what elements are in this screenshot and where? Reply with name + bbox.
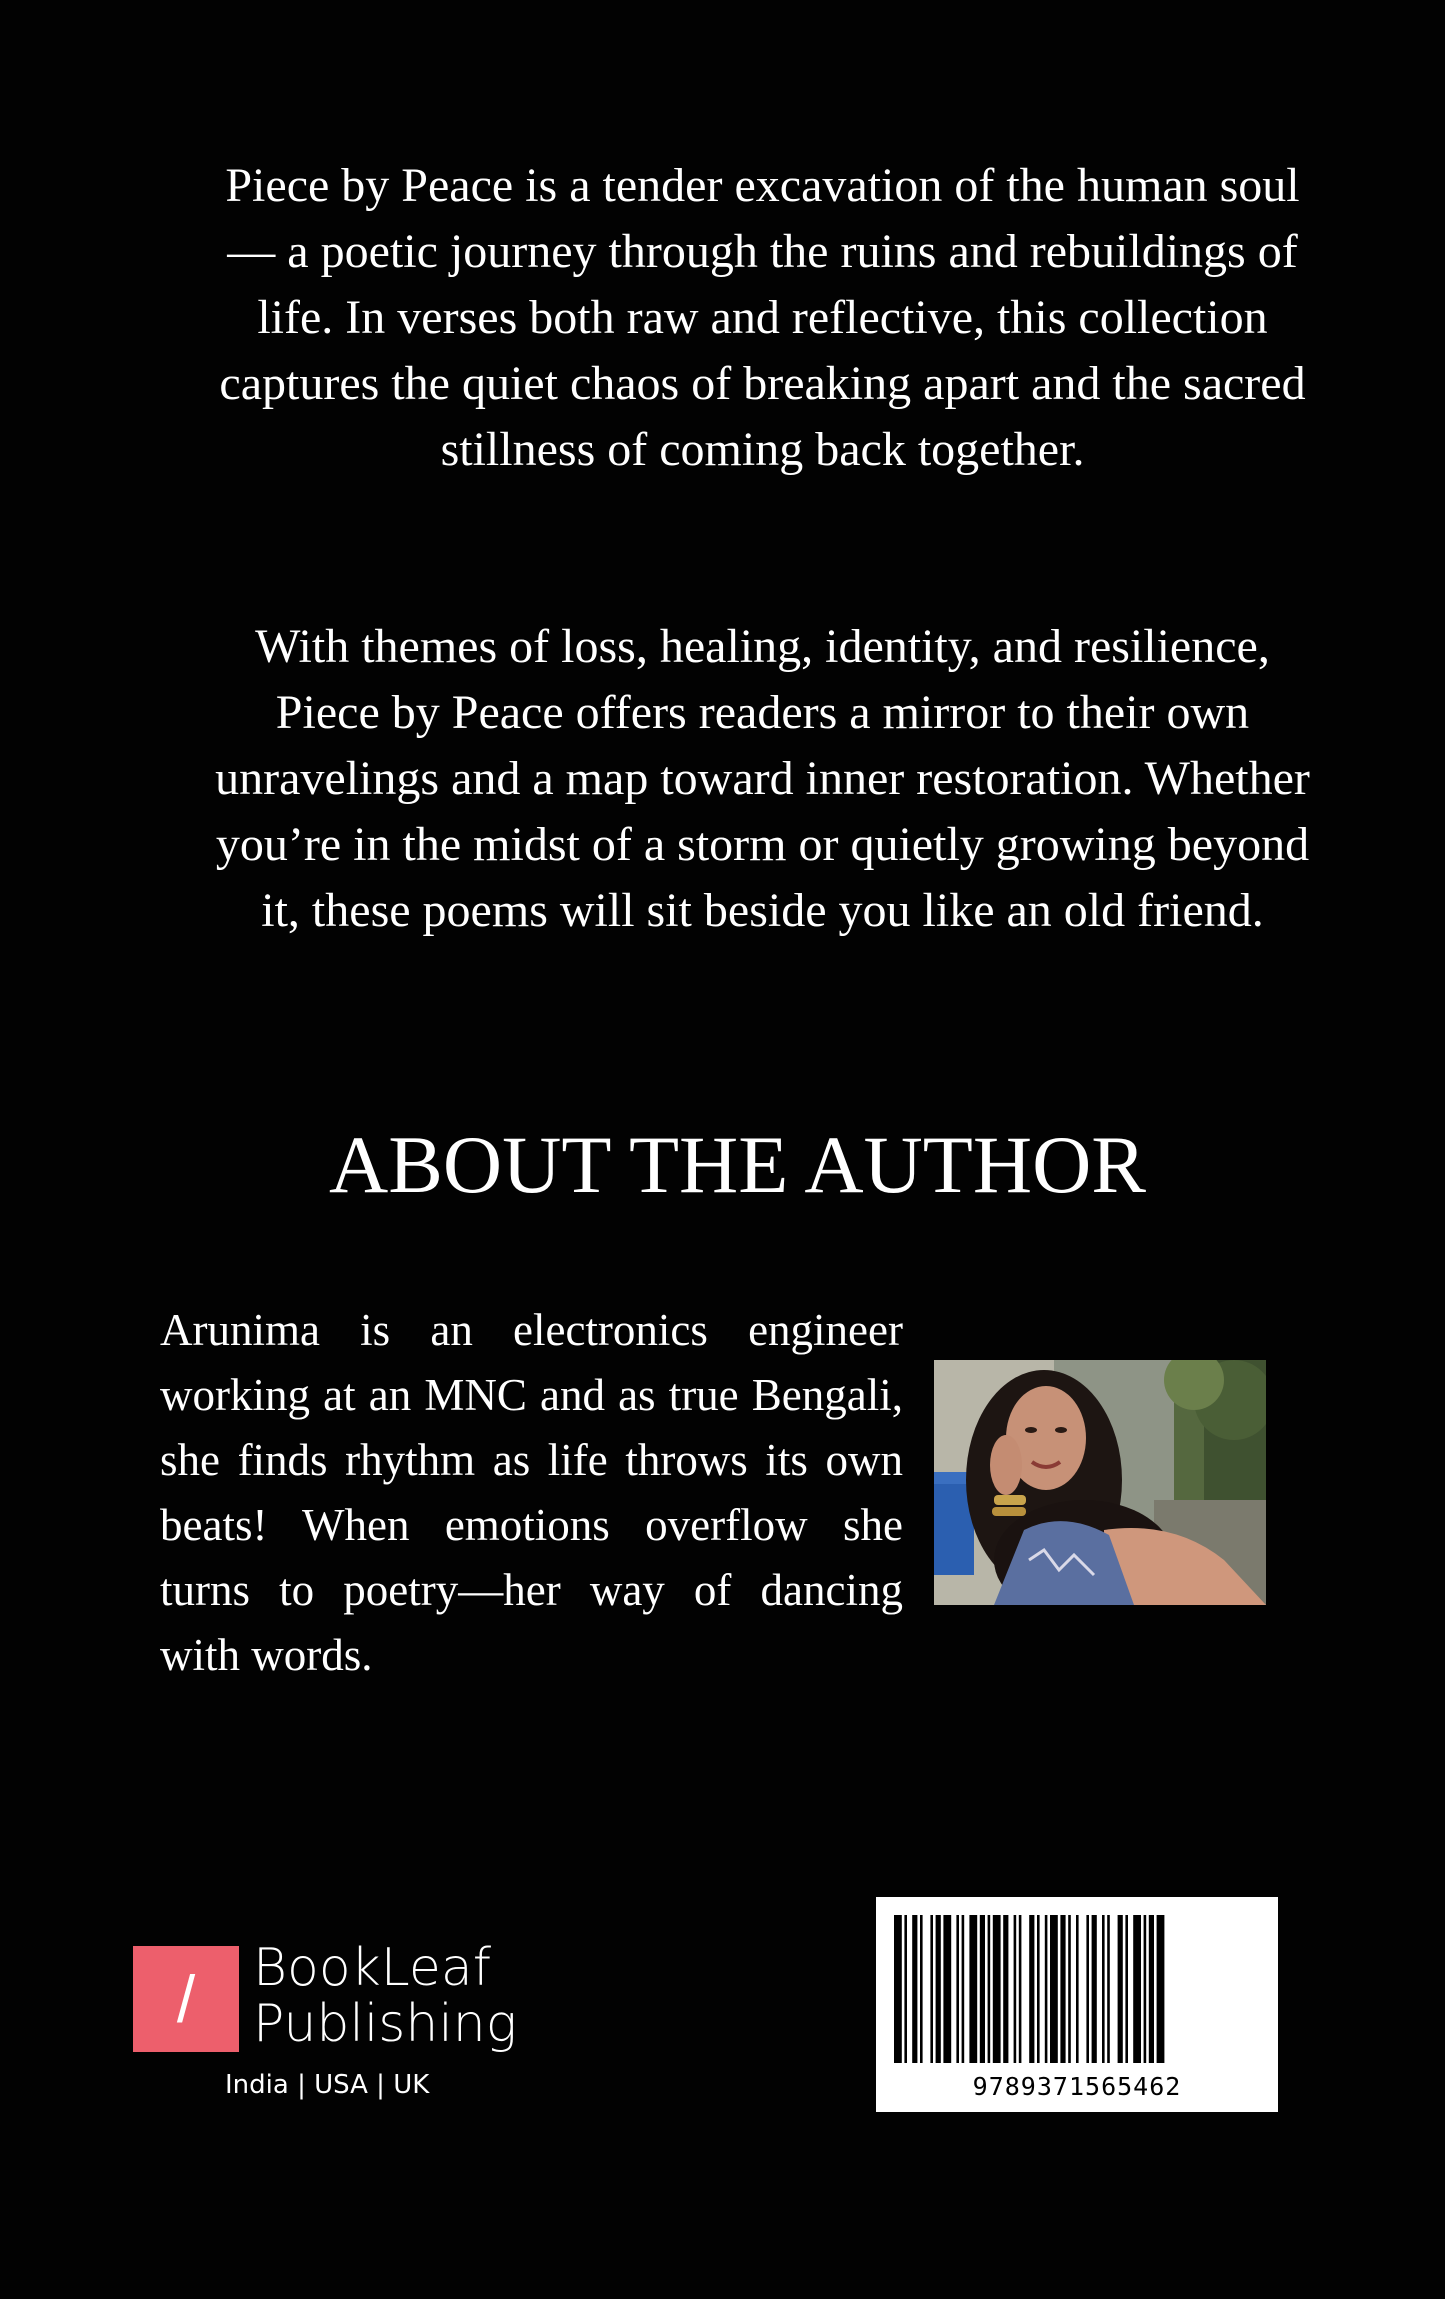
- barcode-bar: [1086, 1915, 1089, 2063]
- barcode-bar: [969, 1915, 977, 2063]
- barcode-bar: [1037, 1915, 1040, 2063]
- publisher-regions: India | USA | UK: [225, 2070, 430, 2100]
- barcode-bar: [1060, 1915, 1065, 2063]
- barcode-bar: [1014, 1915, 1017, 2063]
- publisher-logo: [133, 1940, 553, 2120]
- barcode-bar: [1092, 1915, 1097, 2063]
- barcode-bar: [962, 1915, 965, 2063]
- barcode-bar: [1144, 1915, 1147, 2063]
- publisher-name-line-2: Publishing: [253, 1994, 517, 2054]
- isbn-number: 9789371565462: [972, 2072, 1182, 2101]
- barcode-bar: [1019, 1915, 1022, 2063]
- isbn-barcode: [876, 1897, 1278, 2112]
- barcode-bar: [1068, 1915, 1071, 2063]
- barcode-bar: [894, 1915, 902, 2063]
- blurb-paragraph-2: With themes of loss, healing, identity, and resilience, Piece by Peace offers readers a mirror to their own unravelings and a map toward inner restoration. Whether you’re in the midst of a storm or quietly growing beyond it, these poems will sit beside you like an old friend.: [215, 620, 1310, 937]
- blurb-paragraph-1: Piece by Peace is a tender excavation of the human soul — a poetic journey through the ruins and rebuildings of life. In verses both raw and reflective, this collection captures the quiet chaos of breaking apart and the sacred stillness of coming back together.: [219, 159, 1306, 476]
- barcode-bar: [1118, 1915, 1123, 2063]
- barcode-bar: [930, 1915, 933, 2063]
- barcode-bar: [1029, 1915, 1034, 2063]
- barcode-bar: [1125, 1915, 1128, 2063]
- barcode-bar: [943, 1915, 951, 2063]
- barcode-bars: [876, 1897, 1278, 2069]
- barcode-bar: [988, 1915, 991, 2063]
- barcode-bar: [1050, 1915, 1058, 2063]
- barcode-bar: [1045, 1915, 1048, 2063]
- about-author-heading: ABOUT THE AUTHOR: [329, 1119, 1146, 1210]
- barcode-bar: [904, 1915, 907, 2063]
- author-photo: [934, 1360, 1266, 1605]
- slash-icon: /: [176, 1962, 196, 2036]
- barcode-bar: [1102, 1915, 1105, 2063]
- barcode-bar: [920, 1915, 923, 2063]
- barcode-bar: [1107, 1915, 1110, 2063]
- author-bio: Arunima is an electronics engineer working at an MNC and as true Bengali, she finds rhythm as life throws its own beats! When emotions overflow she turns to poetry—her way of dancing with words.: [160, 1305, 903, 1680]
- barcode-bar: [956, 1915, 959, 2063]
- barcode-bar: [1133, 1915, 1141, 2063]
- barcode-bar: [1003, 1915, 1008, 2063]
- publisher-mark: [133, 1946, 239, 2052]
- barcode-bar: [1076, 1915, 1079, 2063]
- barcode-bar: [993, 1915, 1001, 2063]
- barcode-bar: [980, 1915, 985, 2063]
- barcode-bar: [936, 1915, 941, 2063]
- barcode-bar: [1157, 1915, 1165, 2063]
- barcode-bar: [912, 1915, 917, 2063]
- publisher-name-line-1: BookLeaf: [253, 1938, 492, 1998]
- barcode-bar: [1149, 1915, 1154, 2063]
